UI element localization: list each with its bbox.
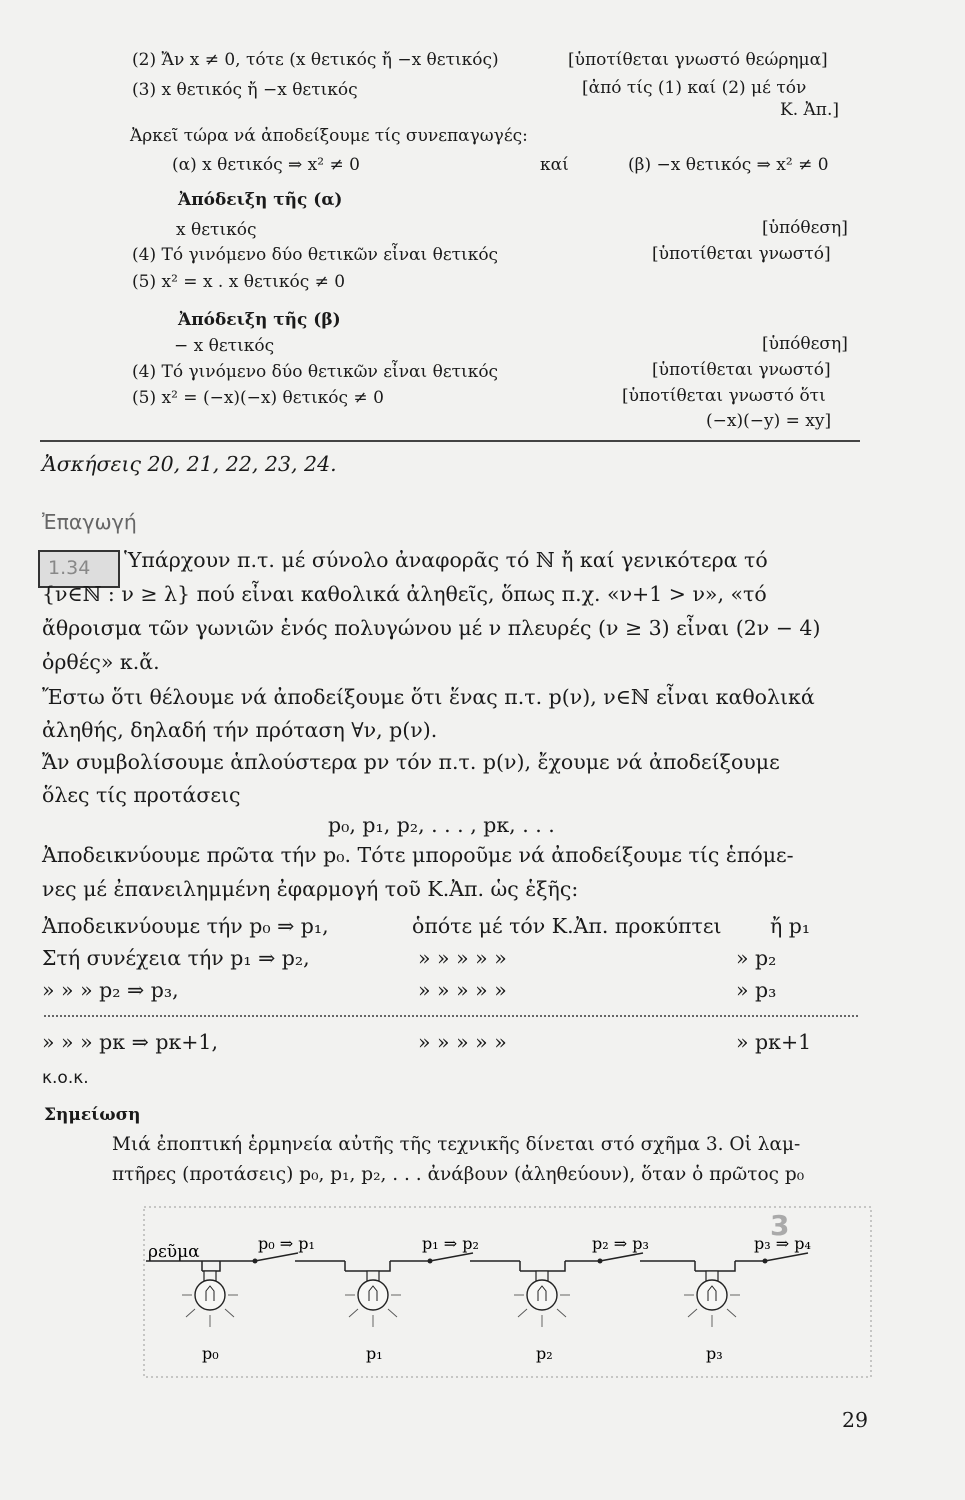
note-heading: Σημείωση [44, 1105, 141, 1125]
para1-line3: ἄθροισμα τῶν γωνιῶν ἑνός πολυγώνου μέ ν πλευρές (ν ≥ 3) εἶναι (2ν − 4) [42, 616, 821, 640]
kok-abbrev: κ.ο.κ. [42, 1068, 89, 1088]
current-label: ρεῦμα [148, 1242, 200, 1262]
bulb-0 [182, 1261, 238, 1327]
paragraph-number: 1.34 [48, 557, 91, 579]
switch-pivot-2 [598, 1259, 603, 1264]
implication-b: (β) −x θετικός ⇒ x² ≠ 0 [628, 155, 829, 175]
proof-a-line-1-justification: [ὑπόθεση] [762, 218, 848, 238]
para3-line2: ὅλες τίς προτάσεις [42, 783, 241, 807]
switch-label-1: p₁ ⇒ p₂ [422, 1234, 479, 1253]
proof-a-line-4: (4) Τό γινόμενο δύο θετικῶν εἶναι θετικός [132, 245, 499, 265]
proof-b-line-1: − x θετικός [174, 336, 275, 356]
proof-b-line-1-justification: [ὑπόθεση] [762, 334, 848, 354]
note-line-1: Μιά ἐποπτική ἑρμηνεία αὐτῆς τῆς τεχνικῆς δίνεται στό σχῆμα 3. Οἱ λαμ- [112, 1134, 801, 1155]
implication-and: καί [540, 155, 569, 175]
switch-pivot-0 [253, 1259, 258, 1264]
step-2-left: Στή συνέχεια τήν p₁ ⇒ p₂, [42, 946, 310, 970]
proof-b-line-4-justification: [ὑποτίθεται γνωστό] [652, 360, 831, 380]
para1-line2: {ν∈ℕ : ν ≥ λ} πού εἶναι καθολικά ἀληθεῖς, ὅπως π.χ. «ν+1 > ν», «τό [42, 582, 767, 606]
proof-intro: Ἀρκεῖ τώρα νά ἀποδείξουμε τίς συνεπαγωγές: [130, 126, 528, 146]
proof-line-3-justification-cont: Κ. Ἀπ.] [780, 100, 839, 120]
proof-b-line-5-justification-cont: (−x)(−y) = xy] [706, 411, 832, 431]
switch-pivot-1 [428, 1259, 433, 1264]
bulb-chain-diagram [140, 1205, 875, 1380]
step-2-right: » p₂ [736, 946, 777, 970]
switch-label-0: p₀ ⇒ p₁ [258, 1234, 315, 1253]
note-line-2: πτῆρες (προτάσεις) p₀, p₁, p₂, . . . ἀνάβουν (ἀληθεύουν), ὅταν ὁ πρῶτος p₀ [112, 1164, 805, 1185]
proof-line-2-justification: [ὑποτίθεται γνωστό θεώρημα] [568, 50, 828, 70]
step-3-left: » » » p₂ ⇒ p₃, [42, 978, 179, 1002]
proposition-sequence: p₀, p₁, p₂, . . . , pκ, . . . [328, 813, 555, 837]
proof-line-3: (3) x θετικός ἤ −x θετικός [132, 80, 358, 100]
bulb-1 [345, 1261, 401, 1327]
proof-a-line-1: x θετικός [176, 220, 257, 240]
page-number: 29 [842, 1408, 869, 1432]
exercises-reference: Ἀσκήσεις 20, 21, 22, 23, 24. [42, 452, 337, 476]
para3-line1: Ἄν συμβολίσουμε ἁπλούστερα pν τόν π.τ. p(ν), ἔχουμε νά ἀποδείξουμε [42, 750, 780, 774]
switch-label-3: p₃ ⇒ p₄ [754, 1234, 811, 1253]
bulb-label-3: p₃ [706, 1344, 723, 1363]
bulb-label-1: p₁ [366, 1344, 383, 1363]
switch-label-2: p₂ ⇒ p₃ [592, 1234, 649, 1253]
proof-a-line-5: (5) x² = x . x θετικός ≠ 0 [132, 272, 346, 292]
para4-line1: Ἀποδεικνύουμε πρῶτα τήν p₀. Τότε μποροῦμε νά ἀποδείξουμε τίς ἑπόμε- [42, 843, 794, 867]
proof-b-heading: Ἀπόδειξη τῆς (β) [178, 310, 341, 330]
bulb-2 [514, 1261, 570, 1327]
step-2-mid: » » » » » [418, 946, 507, 970]
implication-a: (α) x θετικός ⇒ x² ≠ 0 [172, 155, 360, 175]
section-title: Ἐπαγωγή [42, 510, 137, 534]
para4-line2: νες μέ ἐπανειλημμένη ἐφαρμογή τοῦ Κ.Ἀπ. ὡς ἑξῆς: [42, 877, 579, 901]
para1-line4: ὀρθές» κ.ἄ. [42, 650, 160, 674]
switch-pivot-3 [763, 1259, 768, 1264]
step-k-mid: » » » » » [418, 1030, 507, 1054]
step-k-right: » pκ+1 [736, 1030, 812, 1054]
switch-arm-3 [765, 1253, 808, 1261]
figure-frame [144, 1207, 871, 1377]
step-1-right: ἤ p₁ [770, 914, 811, 938]
para1-line1: Ὑπάρχουν π.τ. μέ σύνολο ἀναφορᾶς τό ℕ ἤ καί γενικότερα τό [124, 548, 768, 572]
proof-a-line-4-justification: [ὑποτίθεται γνωστό] [652, 244, 831, 264]
step-3-right: » p₃ [736, 978, 777, 1002]
bulb-label-0: p₀ [202, 1344, 219, 1363]
ellipsis-dots-row [44, 1015, 858, 1017]
switch-arm-2 [600, 1253, 643, 1261]
proof-b-line-4: (4) Τό γινόμενο δύο θετικῶν εἶναι θετικός [132, 362, 499, 382]
proof-b-line-5: (5) x² = (−x)(−x) θετικός ≠ 0 [132, 388, 384, 408]
step-1-left: Ἀποδεικνύουμε τήν p₀ ⇒ p₁, [42, 914, 329, 938]
switch-arm-0 [255, 1253, 298, 1261]
proof-line-2: (2) Ἄν x ≠ 0, τότε (x θετικός ἤ −x θετικός) [132, 50, 499, 70]
section-divider [40, 440, 860, 442]
proof-b-line-5-justification: [ὑποτίθεται γνωστό ὅτι [622, 386, 826, 406]
bulb-3 [684, 1261, 740, 1327]
bulb-label-2: p₂ [536, 1344, 553, 1363]
para2-line1: Ἔστω ὅτι θέλουμε νά ἀποδείξουμε ὅτι ἕνας π.τ. p(ν), ν∈ℕ εἶναι καθολικά [42, 685, 815, 709]
step-1-mid: ὁπότε μέ τόν Κ.Ἀπ. προκύπτει [412, 914, 722, 938]
para2-line2: ἀληθής, δηλαδή τήν πρόταση ∀ν, p(ν). [42, 718, 438, 742]
step-k-left: » » » pκ ⇒ pκ+1, [42, 1030, 218, 1054]
proof-a-heading: Ἀπόδειξη τῆς (α) [178, 190, 343, 210]
proof-line-3-justification: [ἀπό τίς (1) καί (2) μέ τόν [582, 78, 807, 98]
switch-arm-1 [430, 1253, 473, 1261]
figure-number: 3 [770, 1209, 790, 1242]
step-3-mid: » » » » » [418, 978, 507, 1002]
